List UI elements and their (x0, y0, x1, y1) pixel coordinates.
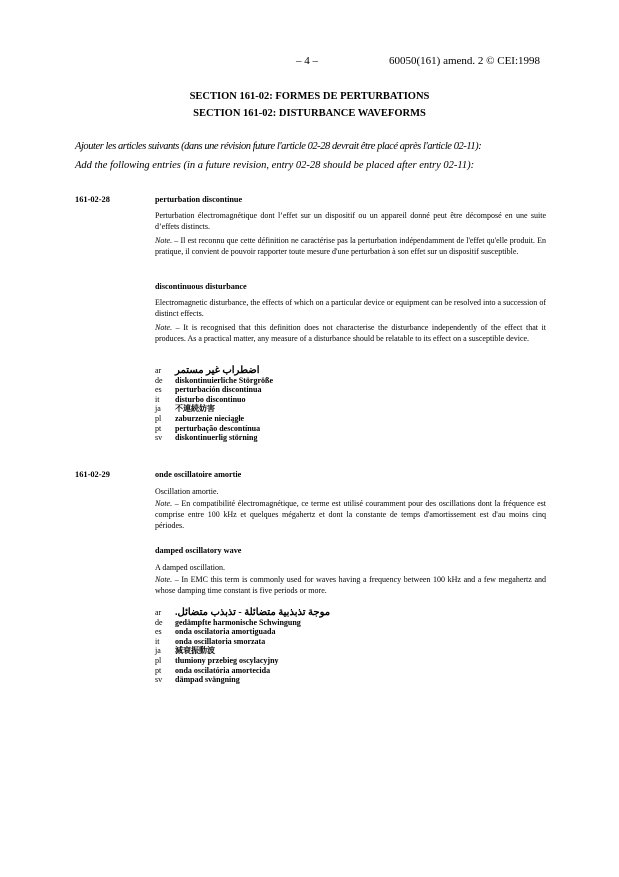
language-code: de (155, 617, 163, 627)
note-fr (155, 236, 546, 258)
entry-number: 161-02-28 (75, 195, 110, 204)
note-label: Note. (155, 575, 173, 584)
term-fr: perturbation discontinue (155, 195, 243, 204)
definition-fr: Perturbation électromagnétique dont l’effet sur un dispositif ou un appareil donné peut être décomposé en une suite d’effets distincts. (155, 211, 546, 231)
language-term: tłumiony przebieg oscylacyjny (175, 655, 279, 665)
language-term: zaburzenie nieciągłe (175, 413, 245, 423)
term-en: damped oscillatory wave (155, 546, 242, 555)
definition-en: Electromagnetic disturbance, the effects of which on a particular device or equipment can be resolved into a succession of distinct effects. (155, 298, 546, 318)
language-term: onda oscilatória amortecida (175, 665, 271, 675)
document-reference: 60050(161) amend. 2 © CEI:1998 (389, 55, 541, 67)
definition-en: A damped oscillation. (155, 563, 225, 572)
language-row (155, 395, 273, 405)
language-row (155, 618, 330, 628)
language-term: موجة تذبذبية متضائلة - تذبذب متضائل. (175, 607, 331, 618)
note-en (155, 323, 546, 345)
language-row (155, 627, 330, 637)
language-row (155, 608, 330, 618)
language-term: onda oscillatoria smorzata (175, 636, 266, 646)
page-number: – 4 – (296, 55, 318, 67)
note-label: Note. (155, 499, 173, 508)
language-term: perturbación discontinua (175, 385, 262, 395)
term-fr: onde oscillatoire amortie (155, 470, 242, 479)
language-row (155, 646, 330, 656)
language-code: ja (155, 404, 161, 414)
language-term: diskontinuierliche Störgröße (175, 375, 274, 385)
language-code: pt (155, 665, 162, 675)
language-code: pl (155, 655, 162, 665)
language-row (155, 424, 273, 434)
language-row (155, 433, 273, 443)
language-code: ar (155, 366, 162, 375)
language-list (155, 366, 273, 443)
language-code: sv (155, 675, 163, 685)
note-label: Note. (155, 323, 173, 332)
language-row (155, 414, 273, 424)
language-term: dämpad svängning (175, 675, 240, 685)
language-code: de (155, 375, 163, 385)
language-code: sv (155, 433, 163, 443)
language-code: it (155, 636, 160, 646)
section-title-en: SECTION 161-02: DISTURBANCE WAVEFORMS (193, 108, 426, 119)
term-en: discontinuous disturbance (155, 282, 247, 291)
intro-en: Add the following entries (in a future revision, entry 02-28 should be placed after entry 02-11): (75, 160, 475, 171)
language-code: ar (155, 608, 162, 617)
language-row (155, 675, 330, 685)
note-text: – Il est reconnu que cette définition ne caractérise pas la perturbation indépendamment de l'effet qu'elle produit. En pratique, il convient de pouvoir rapporter toute mesure d'une perturbation à son effet sur un dispositif susceptible. (155, 236, 546, 256)
language-term: gedämpfte harmonische Schwingung (175, 617, 301, 627)
note-text: – It is recognised that this definition does not characterise the disturbance independently of the effect that it produces. As a practical matter, any measure of a disturbance should be relatable to its effect on a susceptible device. (155, 323, 546, 343)
language-term: perturbação descontínua (175, 423, 261, 433)
language-code: ja (155, 646, 161, 656)
language-row (155, 376, 273, 386)
language-code: es (155, 627, 162, 637)
language-code: es (155, 385, 162, 395)
language-term: onda oscilatoria amortiguada (175, 627, 276, 637)
language-term: اضطراب غير مستمر (175, 365, 260, 376)
language-list (155, 608, 330, 685)
language-term: 減衰振動波 (175, 646, 215, 656)
note-label: Note. (155, 236, 173, 245)
entry-number: 161-02-29 (75, 470, 110, 479)
note-text: – En compatibilité électromagnétique, ce terme est utilisé couramment pour des oscillations dont la fréquence est comprise entre 100 kHz et quelques mégahertz et dont la constante de temps d'amortissement est d'au moins cinq périodes. (155, 499, 546, 530)
language-row (155, 656, 330, 666)
language-row (155, 666, 330, 676)
section-title-fr: SECTION 161-02: FORMES DE PERTURBATIONS (189, 91, 430, 102)
language-code: pl (155, 413, 162, 423)
language-row (155, 404, 273, 414)
note-en (155, 575, 546, 597)
note-fr (155, 499, 546, 531)
language-term: 不連続妨害 (175, 404, 215, 414)
language-row (155, 385, 273, 395)
language-row (155, 637, 330, 647)
intro-fr: Ajouter les articles suivants (dans une révision future l'article 02-28 devrait être placé après l'article 02-11): (75, 141, 482, 152)
language-code: pt (155, 423, 162, 433)
definition-fr: Oscillation amortie. (155, 487, 219, 496)
language-row (155, 366, 273, 376)
language-term: disturbo discontinuo (175, 394, 246, 404)
language-code: it (155, 394, 160, 404)
language-term: diskontinuerlig störning (175, 433, 258, 443)
note-text: – In EMC this term is commonly used for waves having a frequency between 100 kHz and a few megahertz and whose damping time constant is five periods or more. (155, 575, 546, 595)
